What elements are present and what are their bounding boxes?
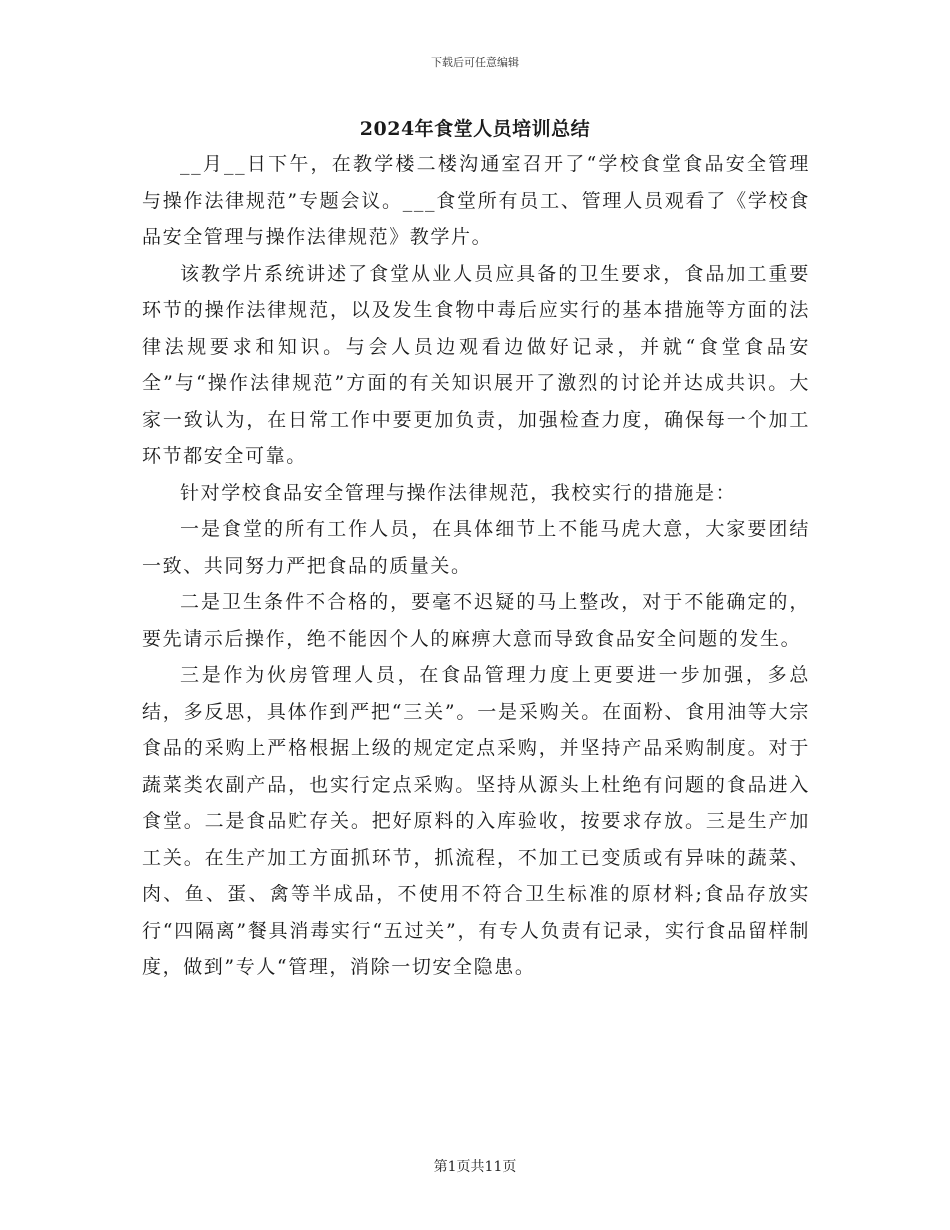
paragraph-measure-two: 二是卫生条件不合格的，要毫不迟疑的马上整改，对于不能确定的，要先请示后操作，绝不能因个人的麻痹大意而导致食品安全问题的发生。 (142, 591, 810, 650)
paragraph-measure-one: 一是食堂的所有工作人员，在具体细节上不能马虎大意，大家要团结一致、共同努力严把食品的质量关。 (142, 518, 810, 577)
page-header-note: 下载后可任意编辑 (431, 56, 519, 69)
document-body (142, 146, 810, 986)
paragraph-meeting: __月__日下午，在教学楼二楼沟通室召开了“学校食堂食品安全管理与操作法律规范”专题会议。___食堂所有员工、管理人员观看了《学校食品安全管理与操作法律规范》教学片。 (142, 153, 810, 248)
document-title: 2024年食堂人员培训总结 (359, 118, 591, 140)
paragraph-measure-three: 三是作为伙房管理人员，在食品管理力度上更要进一步加强，多总结，多反思，具体作到严把“三关”。一是采购关。在面粉、食用油等大宗食品的采购上严格根据上级的规定定点采购，并坚持产品采购制度。对于蔬菜类农副产品，也实行定点采购。坚持从源头上杜绝有问题的食品进入食堂。二是食品贮存关。把好原料的入库验收，按要求存放。三是生产加工关。在生产加工方面抓环节，抓流程，不加工已变质或有异味的蔬菜、肉、鱼、蛋、禽等半成品，不使用不符合卫生标准的原材料;食品存放实行“四隔离”餐具消毒实行“五过关”，有专人负责有记录，实行食品留样制度，做到”专人“管理，消除一切安全隐患。 (142, 664, 810, 978)
paragraph-measures-intro: 针对学校食品安全管理与操作法律规范，我校实行的措施是： (180, 481, 737, 504)
page-number: 第1页共11页 (433, 1159, 517, 1175)
paragraph-teaching-film: 该教学片系统讲述了食堂从业人员应具备的卫生要求，食品加工重要环节的操作法律规范，以及发生食物中毒后应实行的基本措施等方面的法律法规要求和知识。与会人员边观看边做好记录，并就“食堂食品安全”与“操作法律规范”方面的有关知识展开了激烈的讨论并达成共识。大家一致认为，在日常工作中要更加负责，加强检查力度，确保每一个加工环节都安全可靠。 (142, 262, 810, 467)
